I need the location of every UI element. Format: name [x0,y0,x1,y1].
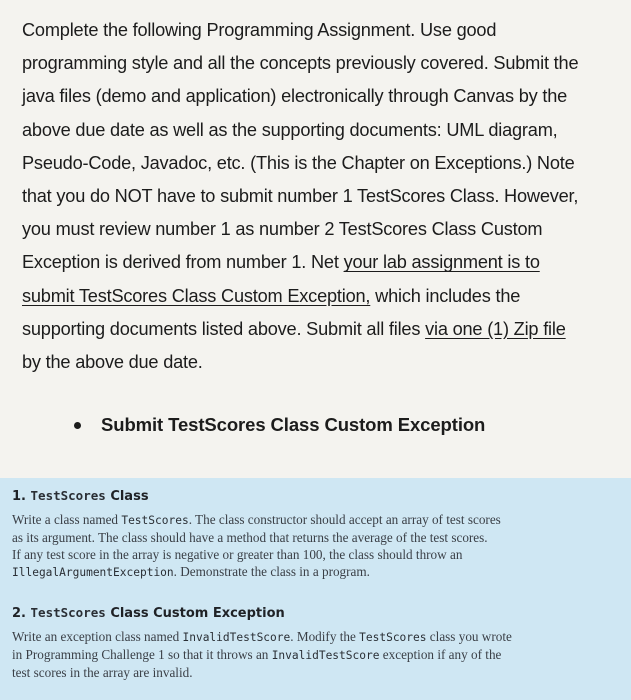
assignment-text: which includes the [370,285,521,306]
assignment-line [22,313,628,346]
text-run: class you wrote [426,629,512,644]
assignment-line: you must review number 1 as number 2 TestScores Class Custom [22,219,543,240]
code-run: TestScores [359,631,427,644]
text-run: exception if any of the [379,647,502,662]
text-run: . Demonstrate the class in a program. [173,564,370,579]
code-run: InvalidTestScore [182,631,291,644]
item1-heading-label: Class [110,489,149,504]
assignment-line: above due date as well as the supporting documents: UML diagram, [22,119,558,140]
text-run: . Modify the [290,629,360,644]
assignment-line [22,280,628,313]
item2-line [12,646,624,664]
assignment-line: Pseudo-Code, Javadoc, etc. (This is the Chapter on Exceptions.) Note [22,152,575,173]
bullet-item [74,414,485,436]
assignment-line [22,246,628,279]
assignment-text: supporting documents listed above. Submit all files [22,318,426,339]
bullet-dot-icon [74,422,81,429]
item2-line: test scores in the array are invalid. [12,665,193,680]
assignment-line: java files (demo and application) electronically through Canvas by the [22,86,568,107]
assignment-underlined-text: via one (1) Zip file [425,318,566,339]
item2-line [12,628,624,646]
item1-paragraph [12,511,624,581]
text-run: Write a class named [12,512,122,527]
assignment-line: by the above due date. [22,352,203,373]
item1-heading-number: 1. [12,489,26,504]
item2-heading-label: Class Custom Exception [110,606,285,621]
assignment-text: Exception is derived from number 1. Net [22,252,339,273]
item2-heading-code: TestScores [30,605,106,620]
item2-paragraph [12,628,624,681]
code-run: TestScores [121,514,189,527]
assignment-underlined-text: your lab assignment is to [343,252,540,273]
text-run: in Programming Challenge 1 so that it throws an [12,647,272,662]
code-run: InvalidTestScore [271,649,380,662]
text-run: . The class constructor should accept an array of test scores [188,512,501,527]
text-run: Write an exception class named [12,629,183,644]
item2-heading-number: 2. [12,606,26,621]
assignment-instructions [22,14,628,379]
item1-line [12,511,624,529]
assignment-line: programming style and all the concepts previously covered. Submit the [22,53,579,74]
assignment-line: that you do NOT have to submit number 1 TestScores Class. However, [22,186,579,207]
item1-line: as its argument. The class should have a method that returns the average of the test scores. [12,530,488,545]
assignment-line: Complete the following Programming Assignment. Use good [22,20,497,40]
bullet-text: Submit TestScores Class Custom Exception [101,414,486,435]
item1-heading [12,488,149,504]
item1-line: If any test score in the array is negative or greater than 100, the class should throw an [12,547,463,562]
item1-heading-code: TestScores [30,488,106,503]
item2-heading [12,605,285,621]
item1-line [12,563,624,581]
code-run: IllegalArgumentException [12,566,174,579]
assignment-underlined-text: submit TestScores Class Custom Exception, [22,285,371,306]
textbook-excerpt [0,478,631,700]
